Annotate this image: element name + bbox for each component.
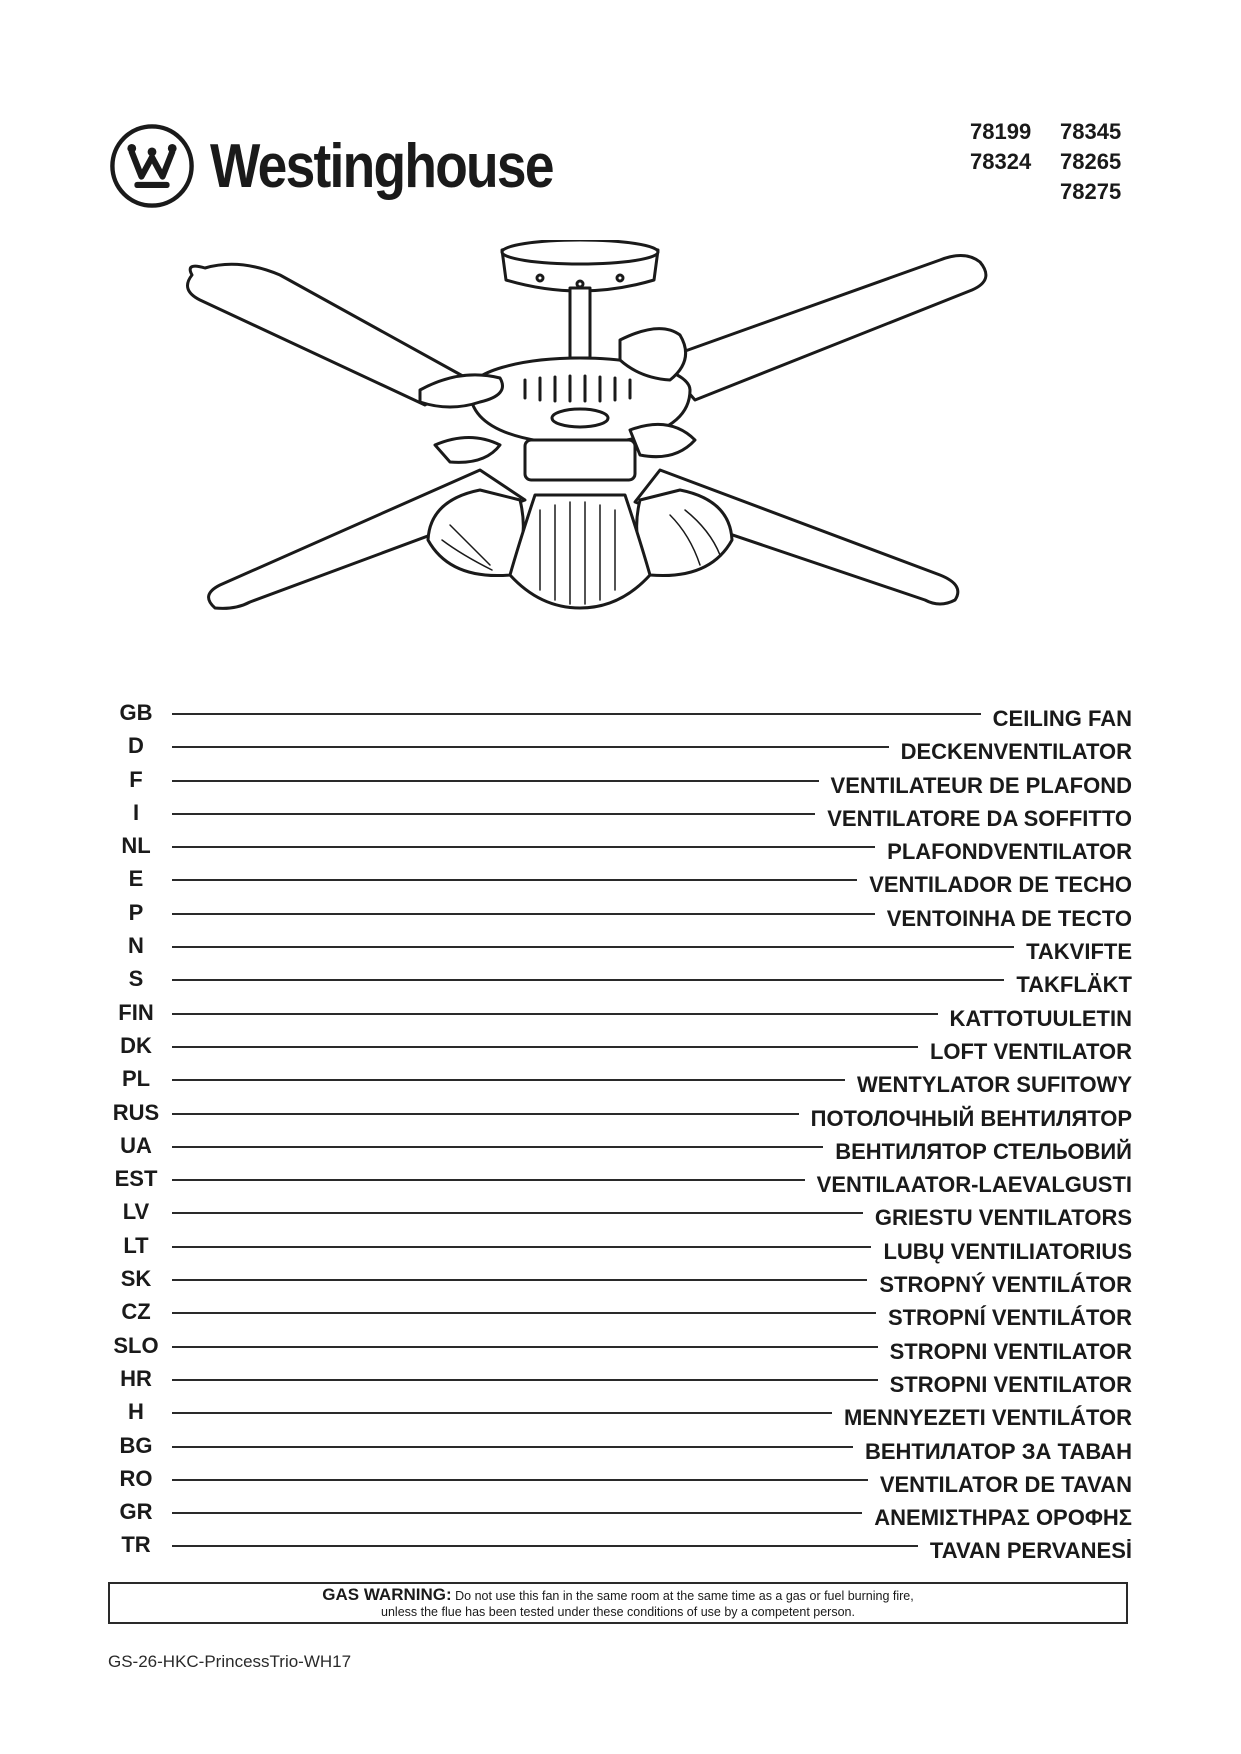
language-row — [110, 866, 1132, 899]
gas-warning-line2: unless the flue has been tested under these conditions of use by a competent person. — [381, 1605, 855, 1619]
language-title: VENTILAATOR-LAEVALGUSTI — [816, 1172, 1132, 1198]
language-row — [110, 1000, 1132, 1033]
model-number: 78199 — [970, 119, 1032, 144]
language-title: PLAFONDVENTILATOR — [887, 839, 1132, 865]
language-code: NL — [121, 833, 151, 859]
leader-line — [172, 1146, 823, 1148]
language-row — [110, 1100, 1132, 1133]
leader-line — [172, 1379, 878, 1381]
leader-line — [172, 1479, 868, 1481]
leader-line — [172, 780, 819, 782]
language-row — [110, 1433, 1132, 1466]
language-row — [110, 1066, 1132, 1099]
language-title: CEILING FAN — [992, 706, 1132, 731]
language-row — [110, 1366, 1132, 1399]
language-code: SLO — [113, 1332, 159, 1358]
language-title: ПОТОЛОЧНЫЙ ВЕНТИЛЯТОР — [810, 1105, 1132, 1131]
gas-warning-line1: Do not use this fan in the same room at the same time as a gas or fuel burning fire, — [455, 1589, 914, 1603]
model-number: 78324 — [970, 149, 1032, 174]
language-row — [110, 1499, 1132, 1532]
language-title: TAVAN PERVANESİ — [929, 1538, 1132, 1564]
leader-line — [172, 1113, 799, 1115]
language-title-list — [110, 700, 1132, 1566]
language-code: PL — [121, 1066, 151, 1092]
leader-line — [172, 713, 981, 715]
language-title: VENTILATOR DE TAVAN — [879, 1471, 1132, 1497]
leader-line — [172, 946, 1014, 948]
language-code: I — [132, 799, 140, 825]
language-code: FIN — [118, 999, 154, 1025]
leader-line — [172, 1246, 871, 1248]
language-row — [110, 1199, 1132, 1232]
language-code: UA — [120, 1132, 152, 1158]
language-row — [110, 700, 1132, 733]
language-row — [110, 1333, 1132, 1366]
language-code: P — [128, 899, 144, 925]
language-row — [110, 1399, 1132, 1432]
language-code: H — [128, 1399, 144, 1425]
language-code: D — [128, 733, 144, 759]
leader-line — [172, 913, 875, 915]
leader-line — [172, 1446, 853, 1448]
leader-line — [172, 1046, 918, 1048]
model-number: 78345 — [1060, 119, 1122, 144]
language-code: S — [128, 966, 144, 992]
language-code: GR — [119, 1499, 153, 1525]
model-numbers — [970, 118, 1130, 206]
language-title: VENTILATORE DA SOFFITTO — [827, 805, 1132, 831]
language-title: WENTYLATOR SUFITOWY — [857, 1072, 1132, 1098]
language-title: TAKFLÄKT — [1016, 972, 1132, 998]
brand-logo — [108, 122, 609, 210]
document-code: GS-26-HKC-PrincessTrio-WH17 — [108, 1652, 352, 1671]
gas-warning-box — [108, 1582, 1128, 1624]
brand-name: Westinghouse — [210, 131, 553, 201]
language-row — [110, 800, 1132, 833]
language-row — [110, 733, 1132, 766]
language-title: STROPNÝ VENTILÁTOR — [879, 1272, 1132, 1298]
language-row — [110, 767, 1132, 800]
leader-line — [172, 1312, 876, 1314]
language-row — [110, 1299, 1132, 1332]
language-title: ВЕНТИЛЯТОР СТЕЛЬОВИЙ — [835, 1138, 1132, 1164]
language-code: SK — [120, 1266, 152, 1292]
westinghouse-w-logo-icon — [108, 122, 196, 210]
leader-line — [172, 1079, 845, 1081]
language-title: VENTILADOR DE TECHO — [869, 872, 1132, 898]
language-row — [110, 1466, 1132, 1499]
language-code: GB — [119, 700, 153, 725]
leader-line — [172, 879, 857, 881]
leader-line — [172, 813, 815, 815]
language-title: GRIESTU VENTILATORS — [874, 1205, 1132, 1231]
language-title: VENTILATEUR DE PLAFOND — [830, 772, 1132, 798]
language-row — [110, 900, 1132, 933]
language-code: E — [128, 866, 144, 892]
language-code: BG — [119, 1432, 153, 1458]
leader-line — [172, 746, 889, 748]
language-title: LOFT VENTILATOR — [929, 1038, 1132, 1064]
language-title: STROPNI VENTILATOR — [889, 1371, 1132, 1397]
language-title: STROPNI VENTILATOR — [889, 1338, 1132, 1364]
language-row — [110, 1133, 1132, 1166]
language-row — [110, 833, 1132, 866]
language-code: RUS — [112, 1099, 160, 1125]
language-code: DK — [120, 1032, 152, 1058]
language-code: LT — [123, 1232, 149, 1258]
language-row — [110, 933, 1132, 966]
leader-line — [172, 1545, 918, 1547]
language-title: ΑΝΕΜΙΣΤΗΡΑΣ ΟΡΟΦΗΣ — [874, 1505, 1132, 1531]
language-row — [110, 1166, 1132, 1199]
language-title: MENNYEZETI VENTILÁTOR — [843, 1405, 1132, 1431]
leader-line — [172, 1179, 805, 1181]
language-code: N — [128, 933, 144, 959]
language-title: LUBŲ VENTILIATORIUS — [883, 1238, 1132, 1264]
leader-line — [172, 1412, 832, 1414]
language-row — [110, 1532, 1132, 1565]
language-row — [110, 1266, 1132, 1299]
leader-line — [172, 846, 875, 848]
leader-line — [172, 1512, 862, 1514]
leader-line — [172, 1346, 878, 1348]
leader-line — [172, 979, 1004, 981]
leader-line — [172, 1013, 938, 1015]
model-number: 78265 — [1060, 149, 1122, 174]
language-title: DECKENVENTILATOR — [900, 739, 1132, 765]
language-title: STROPNÍ VENTILÁTOR — [887, 1305, 1132, 1331]
language-code: EST — [114, 1166, 158, 1192]
language-row — [110, 966, 1132, 999]
language-title: ВЕНТИЛАТОР ЗА ТАВАН — [864, 1438, 1132, 1464]
language-row — [110, 1233, 1132, 1266]
language-code: RO — [119, 1465, 153, 1491]
language-title: KATTOTUULETIN — [949, 1005, 1132, 1031]
leader-line — [172, 1212, 863, 1214]
language-title: VENTOINHA DE TECTO — [886, 905, 1132, 931]
language-row — [110, 1033, 1132, 1066]
ceiling-fan-with-three-lights-icon — [180, 240, 1000, 680]
language-code: F — [129, 766, 143, 792]
language-title: TAKVIFTE — [1026, 939, 1132, 965]
model-number: 78275 — [1060, 179, 1122, 204]
language-code: LV — [122, 1199, 150, 1225]
leader-line — [172, 1279, 867, 1281]
language-code: CZ — [121, 1299, 151, 1325]
gas-warning-label: GAS WARNING: — [322, 1585, 452, 1604]
language-code: TR — [121, 1532, 151, 1558]
language-code: HR — [120, 1365, 152, 1391]
